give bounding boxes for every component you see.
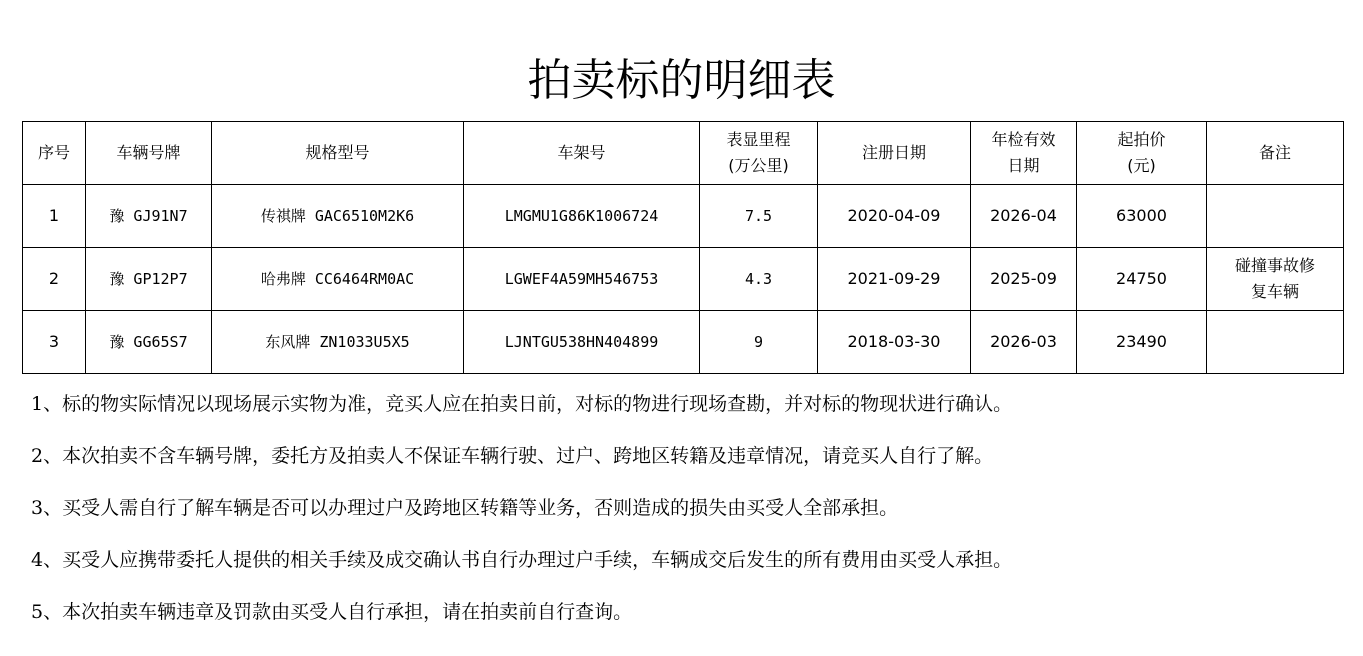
table-row <box>23 185 1344 248</box>
note-item: 4、买受人应携带委托人提供的相关手续及成交确认书自行办理过户手续，车辆成交后发生的所有费用由买受人承担。 <box>31 549 1013 571</box>
cell-mileage: 7.5 <box>700 185 818 248</box>
cell-model: 东风牌 ZN1033U5X5 <box>212 311 464 374</box>
header-index: 序号 <box>23 122 86 185</box>
header-price-line1: 起拍价 <box>1117 130 1166 149</box>
cell-plate: 豫 GJ91N7 <box>86 185 212 248</box>
cell-mileage: 9 <box>700 311 818 374</box>
cell-remark-line1: 碰撞事故修 <box>1234 256 1315 275</box>
cell-vin: LGWEF4A59MH546753 <box>464 248 700 311</box>
header-vin: 车架号 <box>464 122 700 185</box>
auction-detail-table <box>22 121 1344 374</box>
note-item: 1、标的物实际情况以现场展示实物为准，竞买人应在拍卖日前，对标的物进行现场查勘，并对标的物现状进行确认。 <box>31 393 1013 415</box>
note-item: 2、本次拍卖不含车辆号牌，委托方及拍卖人不保证车辆行驶、过户、跨地区转籍及违章情况，请竞买人自行了解。 <box>31 445 994 467</box>
header-price <box>1077 122 1207 185</box>
cell-index: 2 <box>23 248 86 311</box>
cell-plate: 豫 GG65S7 <box>86 311 212 374</box>
cell-remark <box>1207 185 1344 248</box>
header-model: 规格型号 <box>212 122 464 185</box>
cell-vin: LJNTGU538HN404899 <box>464 311 700 374</box>
notes-list <box>31 382 1341 642</box>
header-price-line2: (元) <box>1127 156 1156 175</box>
table-row <box>23 311 1344 374</box>
cell-reg-date: 2020-04-09 <box>818 185 971 248</box>
cell-price: 63000 <box>1077 185 1207 248</box>
table-header-row <box>23 122 1344 185</box>
header-mileage-line2: (万公里) <box>728 156 789 175</box>
cell-remark-line2: 复车辆 <box>1250 282 1299 301</box>
cell-reg-date: 2018-03-30 <box>818 311 971 374</box>
header-inspection <box>971 122 1077 185</box>
note-item: 5、本次拍卖车辆违章及罚款由买受人自行承担，请在拍卖前自行查询。 <box>31 601 633 623</box>
cell-price: 23490 <box>1077 311 1207 374</box>
header-mileage <box>700 122 818 185</box>
cell-remark <box>1207 248 1344 311</box>
cell-remark <box>1207 311 1344 374</box>
page-title: 拍卖标的明细表 <box>527 55 836 106</box>
header-plate: 车辆号牌 <box>86 122 212 185</box>
cell-reg-date: 2021-09-29 <box>818 248 971 311</box>
note-item: 3、买受人需自行了解车辆是否可以办理过户及跨地区转籍等业务，否则造成的损失由买受人全部承担。 <box>31 497 899 519</box>
cell-mileage: 4.3 <box>700 248 818 311</box>
cell-price: 24750 <box>1077 248 1207 311</box>
header-reg-date: 注册日期 <box>818 122 971 185</box>
cell-vin: LMGMU1G86K1006724 <box>464 185 700 248</box>
cell-model: 哈弗牌 CC6464RM0AC <box>212 248 464 311</box>
cell-inspection: 2025-09 <box>971 248 1077 311</box>
header-remark: 备注 <box>1207 122 1344 185</box>
cell-model: 传祺牌 GAC6510M2K6 <box>212 185 464 248</box>
table-row <box>23 248 1344 311</box>
cell-plate: 豫 GP12P7 <box>86 248 212 311</box>
header-inspection-line2: 日期 <box>1007 156 1040 175</box>
cell-inspection: 2026-04 <box>971 185 1077 248</box>
cell-inspection: 2026-03 <box>971 311 1077 374</box>
header-mileage-line1: 表显里程 <box>726 130 791 149</box>
header-inspection-line1: 年检有效 <box>991 130 1056 149</box>
cell-index: 3 <box>23 311 86 374</box>
cell-index: 1 <box>23 185 86 248</box>
